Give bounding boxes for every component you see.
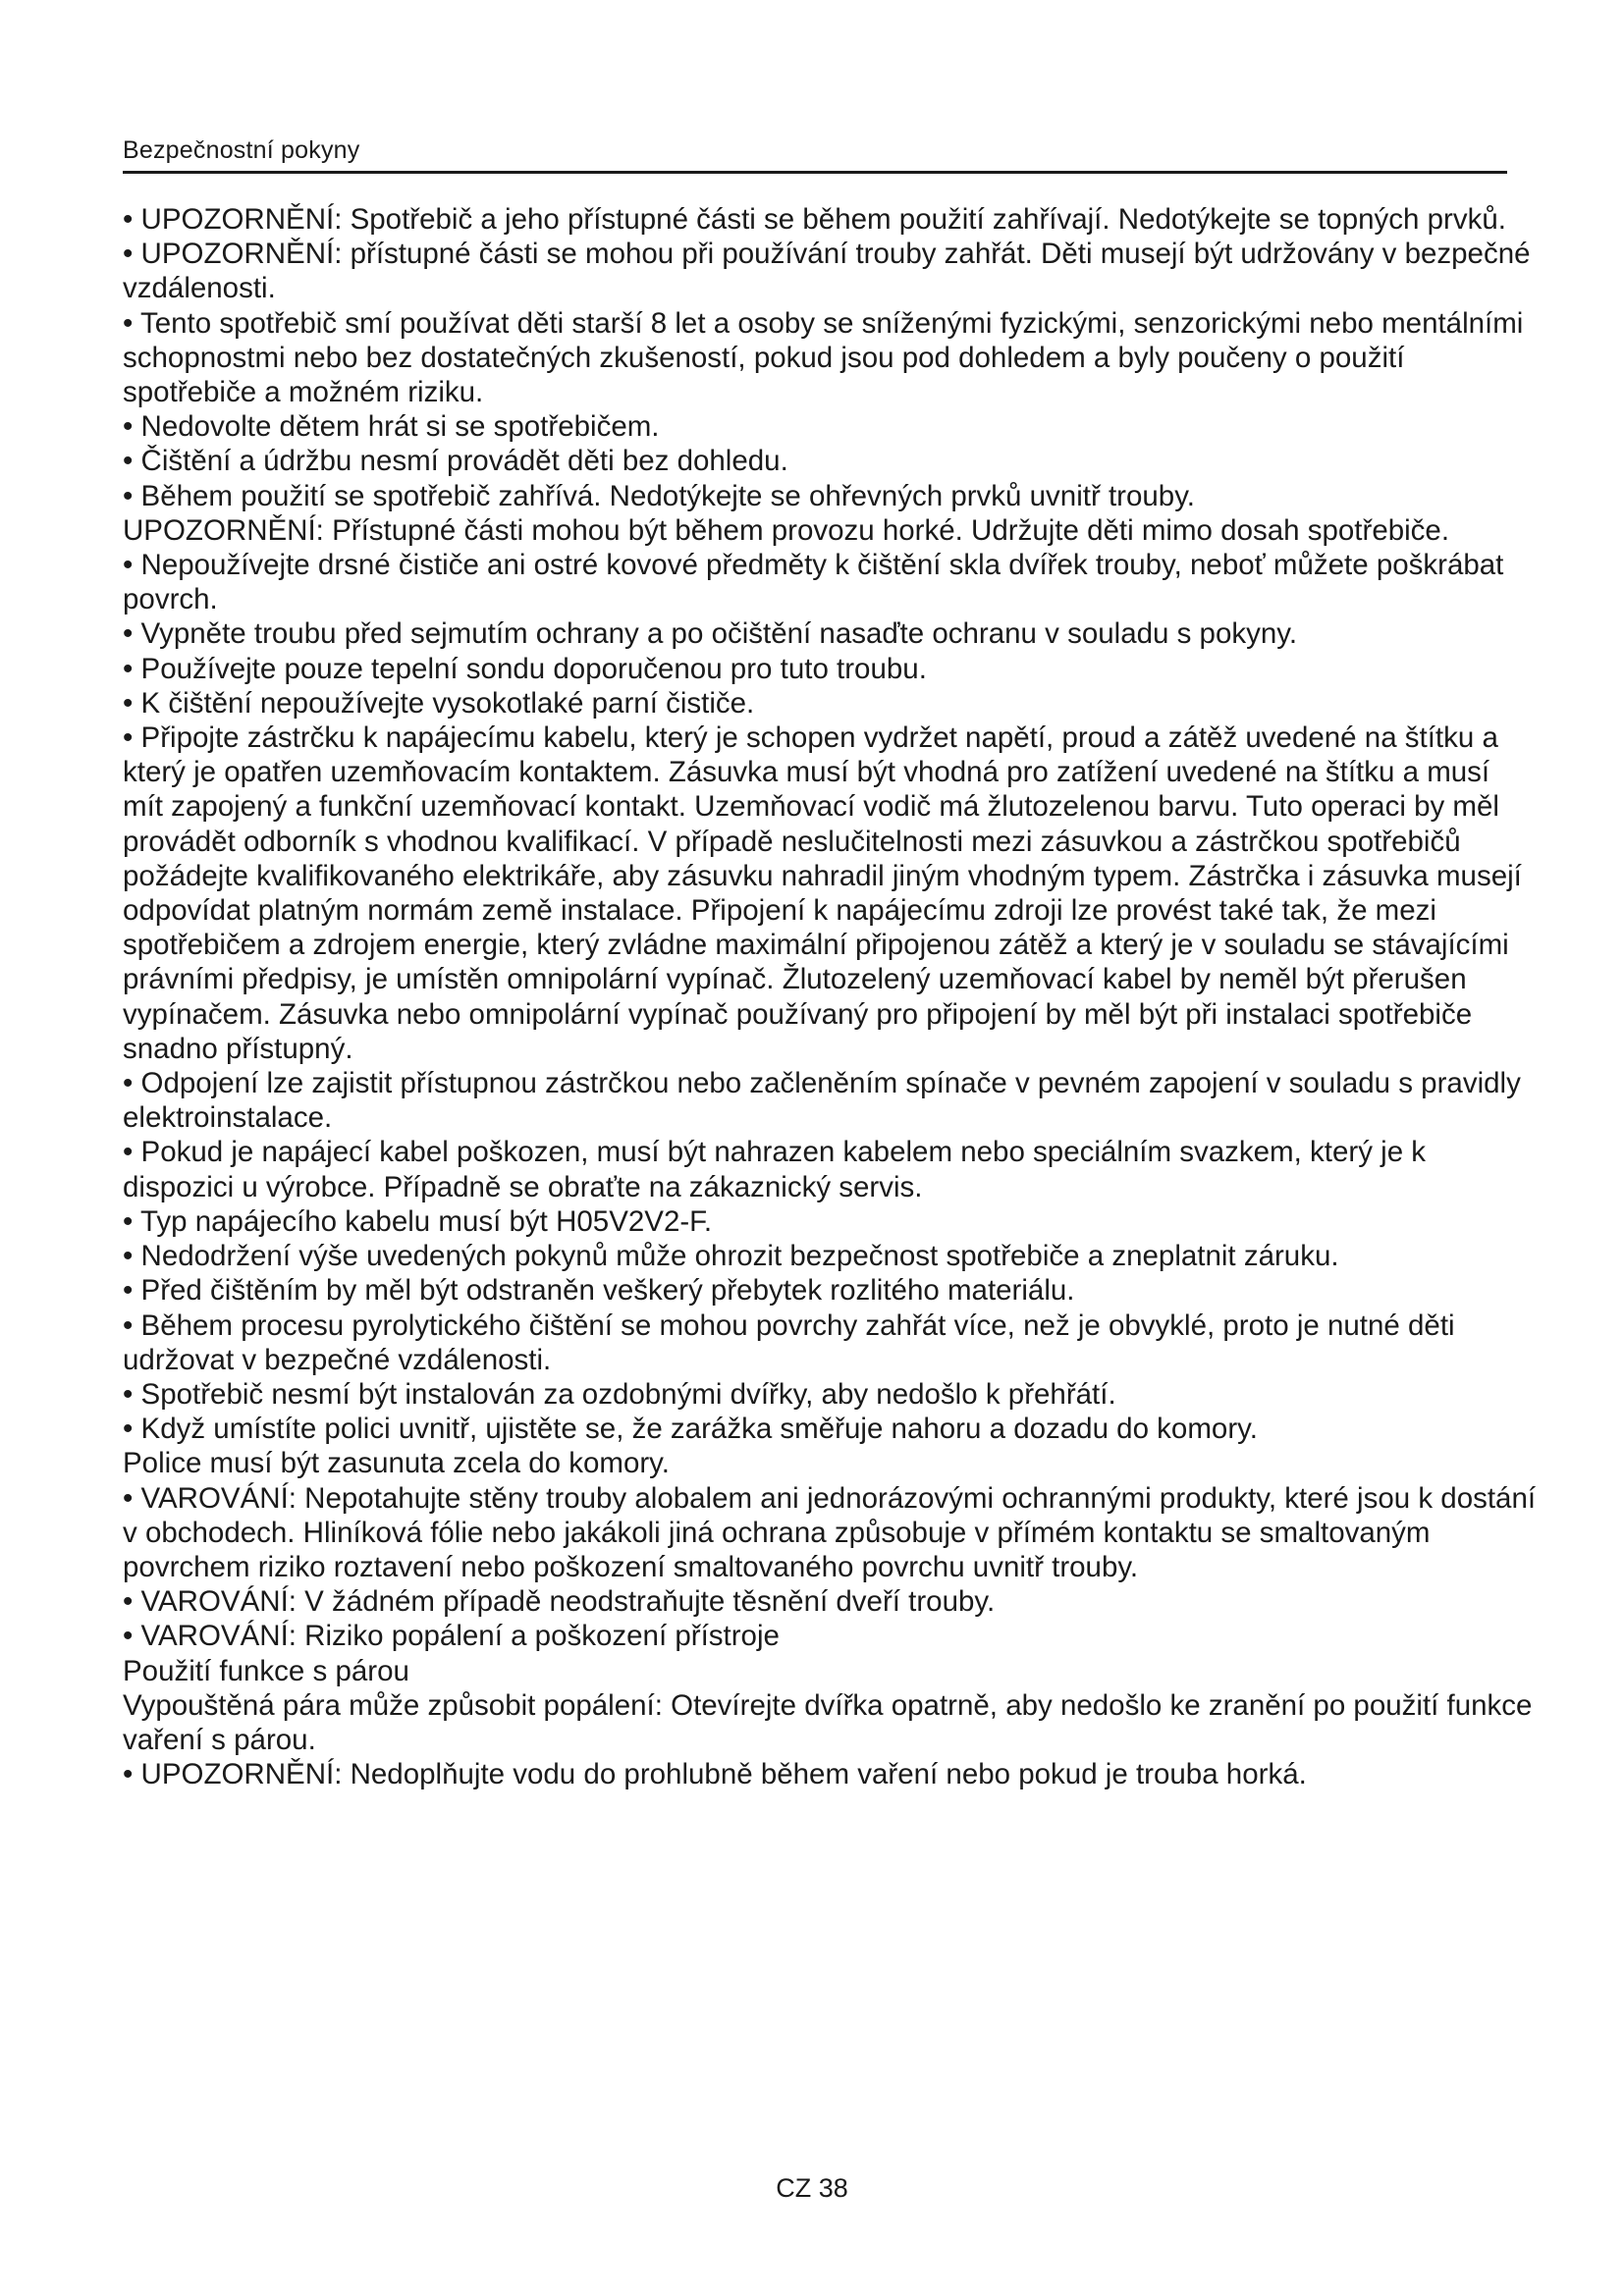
paragraph: • Když umístíte polici uvnitř, ujistěte se, že zarážka směřuje nahoru a dozadu do komory. xyxy=(123,1413,1258,1446)
paragraph: • Pokud je napájecí kabel poškozen, musí být nahrazen kabelem nebo speciálním svazkem, který je k dispozici u výrobce. Případně se obraťte na zákaznický servis. xyxy=(123,1136,1427,1203)
paragraph: • Před čištěním by měl být odstraněn veškerý přebytek rozlitého materiálu. xyxy=(123,1274,1075,1308)
page-header xyxy=(123,135,1507,174)
paragraph: • UPOZORNĚNÍ: Spotřebič a jeho přístupné části se během použití zahřívají. Nedotýkejte se topných prvků. xyxy=(123,203,1506,236)
header-title: Bezpečnostní pokyny xyxy=(123,136,360,164)
paragraph: • Během použití se spotřebič zahřívá. Nedotýkejte se ohřevných prvků uvnitř trouby. xyxy=(123,479,1195,512)
paragraph: • Nepoužívejte drsné čističe ani ostré kovové předměty k čištění skla dvířek trouby, neboť můžete poškrábat povrch. xyxy=(123,549,1504,616)
paragraph: • Používejte pouze tepelní sondu doporučenou pro tuto troubu. xyxy=(123,652,927,685)
paragraph: • Připojte zástrčku k napájecímu kabelu, který je schopen vydržet napětí, proud a zátěž uvedené na štítku a který je opatřen uzemňovacím kontaktem. Zásuvka musí být vhodná pro zatížení uvedené na štítku a musí mít zapojený a funkční uzemňovací kontakt. Uzemňovací vodič má žlutozelenou barvu. Tuto operaci by měl provádět odborník s vhodnou kvalifikací. V případě neslučitelnosti mezi zásuvkou a zástrčkou spotřebičů požádejte kvalifikovaného elektrikáře, aby zásuvku nahradil jiným vhodným typem. Zástrčka i zásuvka musejí odpovídat platným normám země instalace. Připojení k napájecímu zdroji lze provést také tak, že mezi spotřebičem a zdrojem energie, který zvládne maximální připojenou zátěž a který je v souladu se stávajícími právními předpisy, je umístěn omnipolární vypínač. Žlutozelený uzemňovací kabel by neměl být přerušen vypínačem. Zásuvka nebo omnipolární vypínač používaný pro připojení by měl být při instalaci spotřebiče snadno přístupný. xyxy=(123,721,1522,1065)
paragraph: • UPOZORNĚNÍ: přístupné části se mohou při používání trouby zahřát. Děti musejí být udržovány v bezpečné vzdálenosti. xyxy=(123,238,1531,305)
paragraph: • Tento spotřebič smí používat děti starší 8 let a osoby se sníženými fyzickými, senzorickými nebo mentálními schopnostmi nebo bez dostatečných zkušeností, pokud jsou pod dohledem a byly poučeny o použití spotřebiče a možném riziku. xyxy=(123,306,1524,409)
paragraph: Police musí být zasunuta zcela do komory. xyxy=(123,1447,670,1480)
paragraph: • K čištění nepoužívejte vysokotlaké parní čističe. xyxy=(123,686,755,720)
paragraph: • Odpojení lze zajistit přístupnou zástrčkou nebo začleněním spínače v pevném zapojení v souladu s pravidly elektroinstalace. xyxy=(123,1067,1521,1135)
paragraph: • VAROVÁNÍ: Nepotahujte stěny trouby alobalem ani jednorázovými ochrannými produkty, které jsou k dostání v obchodech. Hliníková fólie nebo jakákoli jiná ochrana způsobuje v přímém kontaktu se smaltovaným povrchem riziko roztavení nebo poškození smaltovaného povrchu uvnitř trouby. xyxy=(123,1481,1537,1583)
paragraph: • Čištění a údržbu nesmí provádět děti bez dohledu. xyxy=(123,445,788,478)
paragraph: • VAROVÁNÍ: V žádném případě neodstraňujte těsnění dveří trouby. xyxy=(123,1585,996,1619)
paragraph: • Nedovolte dětem hrát si se spotřebičem. xyxy=(123,410,660,444)
safety-instructions xyxy=(123,202,1537,1791)
page-number: CZ 38 xyxy=(776,2173,848,2203)
paragraph: • Vypněte troubu před sejmutím ochrany a po očištění nasaďte ochranu v souladu s pokyny. xyxy=(123,617,1298,651)
paragraph: • VAROVÁNÍ: Riziko popálení a poškození přístroje xyxy=(123,1620,780,1653)
paragraph: Použití funkce s párou xyxy=(123,1654,409,1687)
paragraph: • UPOZORNĚNÍ: Nedoplňujte vodu do prohlubně během vaření nebo pokud je trouba horká. xyxy=(123,1758,1307,1791)
paragraph: • Nedodržení výše uvedených pokynů může ohrozit bezpečnost spotřebiče a zneplatnit záruku. xyxy=(123,1240,1339,1273)
paragraph: UPOZORNĚNÍ: Přístupné části mohou být během provozu horké. Udržujte děti mimo dosah spotřebiče. xyxy=(123,513,1450,547)
paragraph: • Typ napájecího kabelu musí být H05V2V2-F. xyxy=(123,1204,713,1238)
paragraph: • Během procesu pyrolytického čištění se mohou povrchy zahřát více, než je obvyklé, proto je nutné děti udržovat v bezpečné vzdálenosti. xyxy=(123,1308,1455,1376)
paragraph: Vypouštěná pára může způsobit popálení: Otevírejte dvířka opatrně, aby nedošlo ke zranění po použití funkce vaření s párou. xyxy=(123,1688,1533,1756)
paragraph: • Spotřebič nesmí být instalován za ozdobnými dvířky, aby nedošlo k přehřátí. xyxy=(123,1377,1116,1411)
